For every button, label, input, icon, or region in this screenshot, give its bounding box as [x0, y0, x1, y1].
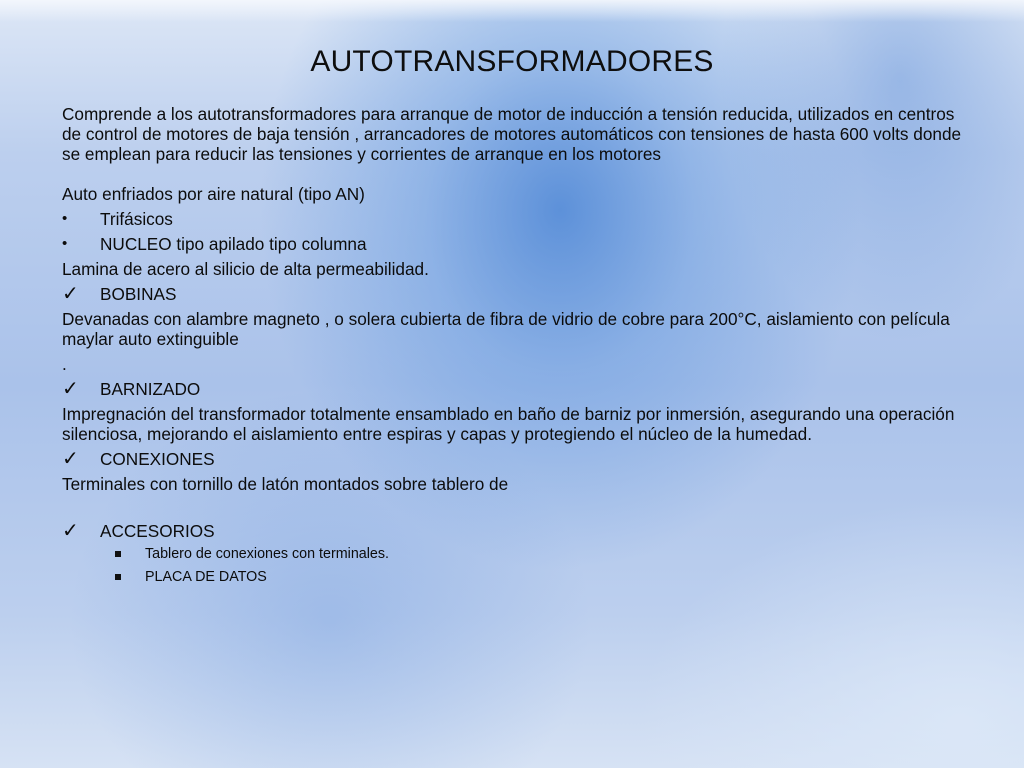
square-bullet-icon	[115, 574, 121, 580]
heading-text: CONEXIONES	[100, 449, 215, 469]
sub-list-item	[62, 569, 962, 586]
intro-paragraph: Comprende a los autotransformadores para arranque de motor de inducción a tensión reducida, utilizados en centros de control de motores de baja tensión , arrancadores de motores automáticos con tensiones de hasta 600 volts donde se emplean para reducir las tensiones y corrientes de arranque en los motores	[62, 104, 962, 164]
sub-item-text: PLACA DE DATOS	[145, 569, 267, 585]
slide-content	[62, 104, 962, 592]
sub-list-item	[62, 546, 962, 563]
slide-title: AUTOTRANSFORMADORES	[310, 45, 714, 78]
section-heading-conexiones	[62, 449, 962, 469]
list-item	[62, 209, 962, 229]
bullet-dot-icon: •	[62, 235, 68, 252]
heading-text: ACCESORIOS	[100, 521, 215, 541]
dot-line: .	[62, 354, 67, 374]
lamina-line: Lamina de acero al silicio de alta permeabilidad.	[62, 259, 429, 279]
section-heading-barnizado	[62, 379, 962, 399]
heading-text: BOBINAS	[100, 284, 177, 304]
check-mark-icon: ✓	[62, 283, 79, 305]
top-highlight-strip	[0, 0, 1024, 22]
list-item	[62, 234, 962, 254]
barnizado-text: Impregnación del transformador totalmente ensamblado en baño de barniz por inmersión, asegurando una operación silenciosa, mejorando el aislamiento entre espiras y capas y protegiendo el núcleo de la humedad.	[62, 404, 955, 444]
sub-item-text: Tablero de conexiones con terminales.	[145, 546, 389, 562]
cooling-line: Auto enfriados por aire natural (tipo AN)	[62, 184, 365, 204]
check-mark-icon: ✓	[62, 520, 79, 542]
bullet-dot-icon: •	[62, 210, 68, 227]
heading-text: BARNIZADO	[100, 379, 201, 399]
check-mark-icon: ✓	[62, 448, 79, 470]
bullet-text: Trifásicos	[100, 209, 173, 229]
conexiones-text: Terminales con tornillo de latón montados sobre tablero de	[62, 474, 509, 494]
section-heading-accesorios	[62, 521, 962, 541]
bobinas-text: Devanadas con alambre magneto , o solera cubierta de fibra de vidrio de cobre para 200°C, aislamiento con película maylar auto extinguible	[62, 309, 950, 349]
section-heading-bobinas	[62, 284, 962, 304]
check-mark-icon: ✓	[62, 378, 79, 400]
square-bullet-icon	[115, 551, 121, 557]
bullet-text: NUCLEO tipo apilado tipo columna	[100, 234, 367, 254]
